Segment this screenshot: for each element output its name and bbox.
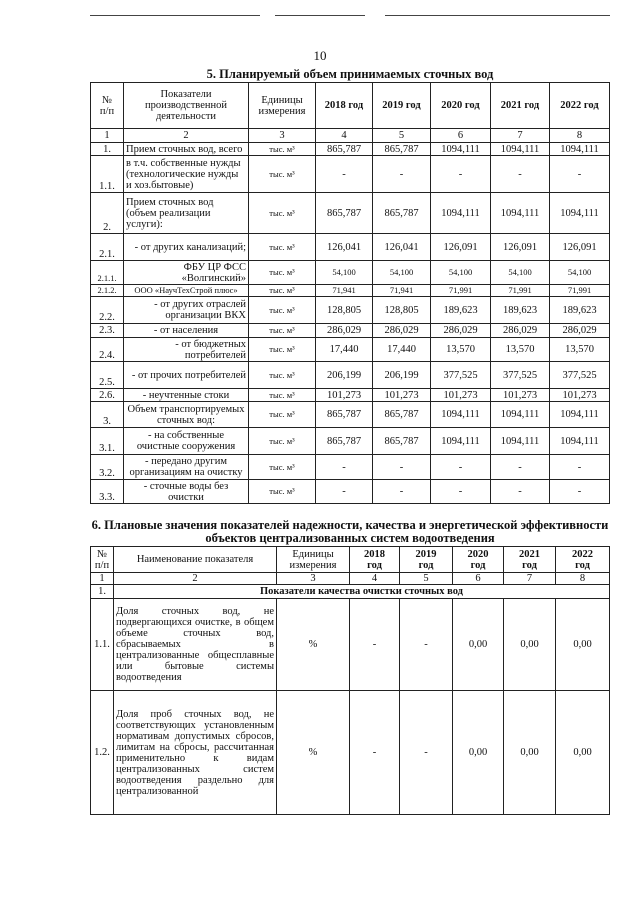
table-row	[91, 402, 610, 428]
row-value: 54,100	[316, 261, 373, 285]
top-rule-right	[385, 15, 610, 16]
row-name: - сточные воды без очистки	[124, 480, 249, 504]
row-unit: тыс. м³	[249, 143, 316, 156]
row-value: 286,029	[431, 324, 491, 338]
row-num: 2.1.2.	[91, 285, 124, 297]
row-value: -	[550, 156, 610, 193]
col-number: 2	[114, 573, 277, 585]
row-name: - от прочих потребителей	[124, 362, 249, 389]
table-row	[91, 599, 610, 691]
group-title: Показатели качества очистки сточных вод	[114, 585, 610, 599]
row-num: 3.2.	[91, 455, 124, 480]
col-number: 5	[400, 573, 453, 585]
row-value: 1094,111	[491, 402, 550, 428]
row-unit: тыс. м³	[249, 324, 316, 338]
row-value: 865,787	[316, 428, 373, 455]
table-row	[91, 285, 610, 297]
row-value: -	[431, 156, 491, 193]
table-row	[91, 234, 610, 261]
col-header-2018: 2018 год	[350, 547, 400, 573]
col-header-num: № п/п	[91, 83, 124, 129]
row-value: -	[373, 455, 431, 480]
row-value: 71,991	[431, 285, 491, 297]
row-name: ФБУ ЦР ФСС «Волгинский»	[124, 261, 249, 285]
row-unit: %	[277, 691, 350, 815]
row-unit: тыс. м³	[249, 156, 316, 193]
col-header-indicator: Наименование показателя	[114, 547, 277, 573]
row-value: -	[400, 599, 453, 691]
row-value: 286,029	[316, 324, 373, 338]
table-row	[91, 480, 610, 504]
row-value: 189,623	[491, 297, 550, 324]
col-header-2021: 2021 год	[491, 83, 550, 129]
row-num: 2.4.	[91, 338, 124, 362]
col-number: 8	[550, 129, 610, 143]
table-row	[91, 428, 610, 455]
row-value: 13,570	[491, 338, 550, 362]
col-header-num: № п/п	[91, 547, 114, 573]
row-value: 865,787	[373, 428, 431, 455]
row-value: 865,787	[373, 193, 431, 234]
col-number: 6	[431, 129, 491, 143]
table-header-row	[91, 547, 610, 573]
row-value: 865,787	[316, 193, 373, 234]
row-value: -	[373, 480, 431, 504]
planned-wastewater-table	[90, 82, 610, 504]
row-num: 2.1.	[91, 234, 124, 261]
row-value: -	[431, 455, 491, 480]
row-value: 286,029	[373, 324, 431, 338]
row-value: 101,273	[491, 389, 550, 402]
row-value: 1094,111	[491, 143, 550, 156]
row-value: 101,273	[431, 389, 491, 402]
row-value: 865,787	[373, 402, 431, 428]
row-num: 2.5.	[91, 362, 124, 389]
column-number-row	[91, 573, 610, 585]
row-value: 865,787	[316, 143, 373, 156]
col-number: 7	[504, 573, 556, 585]
column-number-row	[91, 129, 610, 143]
row-value: 128,805	[316, 297, 373, 324]
table-row	[91, 143, 610, 156]
col-number: 4	[316, 129, 373, 143]
table-row	[91, 455, 610, 480]
row-value: -	[400, 691, 453, 815]
row-unit: тыс. м³	[249, 285, 316, 297]
row-value: 1094,111	[550, 428, 610, 455]
row-value: 0,00	[453, 599, 504, 691]
row-value: 1094,111	[431, 193, 491, 234]
top-rule-middle	[275, 15, 365, 16]
row-value: 54,100	[373, 261, 431, 285]
page-number: 10	[313, 48, 327, 63]
row-unit: тыс. м³	[249, 402, 316, 428]
table-row	[91, 261, 610, 285]
row-value: -	[373, 156, 431, 193]
row-value: 71,941	[373, 285, 431, 297]
row-unit: тыс. м³	[249, 428, 316, 455]
row-value: -	[316, 156, 373, 193]
table-row	[91, 324, 610, 338]
row-value: 206,199	[373, 362, 431, 389]
col-header-indicator: Показатели производственной деятельности	[124, 83, 249, 129]
row-value: 0,00	[504, 691, 556, 815]
col-number: 8	[556, 573, 610, 585]
row-value: 128,805	[373, 297, 431, 324]
row-unit: тыс. м³	[249, 297, 316, 324]
row-value: 101,273	[550, 389, 610, 402]
col-number: 4	[350, 573, 400, 585]
row-unit: тыс. м³	[249, 455, 316, 480]
reliability-indicators-table	[90, 546, 610, 815]
row-value: 377,525	[491, 362, 550, 389]
row-value: 126,041	[373, 234, 431, 261]
row-num: 2.2.	[91, 297, 124, 324]
row-name: в т.ч. собственные нужды (технологические нужды и хоз.бытовые)	[124, 156, 249, 193]
row-value: 377,525	[550, 362, 610, 389]
row-unit: %	[277, 599, 350, 691]
row-value: 286,029	[491, 324, 550, 338]
row-value: 377,525	[431, 362, 491, 389]
row-value: 1094,111	[431, 402, 491, 428]
row-name: Прием сточных вод, всего	[124, 143, 249, 156]
row-value: 1094,111	[491, 428, 550, 455]
row-value: 126,091	[491, 234, 550, 261]
row-name: - неучтенные стоки	[124, 389, 249, 402]
row-num: 3.3.	[91, 480, 124, 504]
group-row	[91, 585, 610, 599]
row-num: 1.1.	[91, 156, 124, 193]
row-num: 3.1.	[91, 428, 124, 455]
row-name: Доля сточных вод, не подвергающихся очистке, в общем объеме сточных вод, сбрасываемых в централизованные общесплавные или бытовые системы водоотведения	[114, 599, 277, 691]
col-number: 3	[277, 573, 350, 585]
row-name: Доля проб сточных вод, не соответствующих установленным нормативам допустимых сбросов, лимитам на сбросы, рассчитанная применительно к видам централизованных систем водоотведения раздельно для централизованной	[114, 691, 277, 815]
row-value: 1094,111	[550, 193, 610, 234]
row-value: 1094,111	[491, 193, 550, 234]
col-number: 6	[453, 573, 504, 585]
table-row	[91, 156, 610, 193]
row-value: 865,787	[316, 402, 373, 428]
row-value: -	[491, 156, 550, 193]
top-rule-left	[90, 15, 260, 16]
row-name: - передано другим организациям на очистку	[124, 455, 249, 480]
row-value: -	[350, 691, 400, 815]
row-unit: тыс. м³	[249, 480, 316, 504]
col-number: 1	[91, 573, 114, 585]
row-value: 0,00	[504, 599, 556, 691]
section-5-title: 5. Планируемый объем принимаемых сточных вод	[206, 67, 494, 81]
row-unit: тыс. м³	[249, 362, 316, 389]
col-header-units: Единицы измерения	[277, 547, 350, 573]
row-value: 101,273	[373, 389, 431, 402]
table-row	[91, 338, 610, 362]
row-value: 17,440	[373, 338, 431, 362]
table-row	[91, 297, 610, 324]
col-header-2022: 2022 год	[556, 547, 610, 573]
row-value: 13,570	[550, 338, 610, 362]
row-value: 71,991	[491, 285, 550, 297]
row-value: -	[550, 480, 610, 504]
table-row	[91, 362, 610, 389]
row-value: 0,00	[453, 691, 504, 815]
row-num: 1.2.	[91, 691, 114, 815]
row-name: Прием сточных вод (объем реализации услуги):	[124, 193, 249, 234]
row-name: Объем транспортируемых сточных вод:	[124, 402, 249, 428]
row-name: - от других отраслей организации ВКХ	[124, 297, 249, 324]
row-name: - от других канализаций;	[124, 234, 249, 261]
row-value: 0,00	[556, 599, 610, 691]
row-value: 0,00	[556, 691, 610, 815]
col-header-2020: 2020 год	[453, 547, 504, 573]
section-6-title: 6. Плановые значения показателей надежности, качества и энергетической эффективности объектов централизованных систем водоотведения	[91, 518, 609, 545]
row-name: - от бюджетных потребителей	[124, 338, 249, 362]
row-value: -	[431, 480, 491, 504]
row-value: -	[550, 455, 610, 480]
row-num: 2.6.	[91, 389, 124, 402]
group-num: 1.	[91, 585, 114, 599]
col-header-2021: 2021 год	[504, 547, 556, 573]
row-name: - на собственные очистные сооружения	[124, 428, 249, 455]
row-value: 1094,111	[431, 143, 491, 156]
row-value: 101,273	[316, 389, 373, 402]
row-value: -	[491, 455, 550, 480]
row-num: 1.	[91, 143, 124, 156]
col-header-2020: 2020 год	[431, 83, 491, 129]
table-row	[91, 193, 610, 234]
col-header-2019: 2019 год	[373, 83, 431, 129]
col-header-2018: 2018 год	[316, 83, 373, 129]
col-number: 1	[91, 129, 124, 143]
table-row	[91, 691, 610, 815]
row-value: 126,041	[316, 234, 373, 261]
row-value: 71,991	[550, 285, 610, 297]
row-value: 189,623	[431, 297, 491, 324]
row-value: 13,570	[431, 338, 491, 362]
col-header-2019: 2019 год	[400, 547, 453, 573]
row-unit: тыс. м³	[249, 261, 316, 285]
row-value: 54,100	[550, 261, 610, 285]
row-value: 286,029	[550, 324, 610, 338]
row-unit: тыс. м³	[249, 234, 316, 261]
row-value: -	[316, 455, 373, 480]
row-value: 71,941	[316, 285, 373, 297]
row-value: 1094,111	[550, 402, 610, 428]
row-name: ООО «НаучТехСтрой плюс»	[124, 285, 249, 297]
row-value: 865,787	[373, 143, 431, 156]
row-value: -	[316, 480, 373, 504]
row-value: -	[491, 480, 550, 504]
row-num: 2.	[91, 193, 124, 234]
row-value: 189,623	[550, 297, 610, 324]
row-value: 54,100	[431, 261, 491, 285]
col-number: 7	[491, 129, 550, 143]
table-header-row	[91, 83, 610, 129]
row-value: 17,440	[316, 338, 373, 362]
row-num: 3.	[91, 402, 124, 428]
table-row	[91, 389, 610, 402]
row-value: -	[350, 599, 400, 691]
row-unit: тыс. м³	[249, 338, 316, 362]
row-value: 54,100	[491, 261, 550, 285]
col-number: 3	[249, 129, 316, 143]
row-num: 1.1.	[91, 599, 114, 691]
col-header-units: Единицы измерения	[249, 83, 316, 129]
row-num: 2.3.	[91, 324, 124, 338]
row-unit: тыс. м³	[249, 389, 316, 402]
row-value: 126,091	[431, 234, 491, 261]
col-header-2022: 2022 год	[550, 83, 610, 129]
row-name: - от населения	[124, 324, 249, 338]
col-number: 2	[124, 129, 249, 143]
row-value: 1094,111	[431, 428, 491, 455]
row-unit: тыс. м³	[249, 193, 316, 234]
row-value: 206,199	[316, 362, 373, 389]
row-num: 2.1.1.	[91, 261, 124, 285]
col-number: 5	[373, 129, 431, 143]
row-value: 126,091	[550, 234, 610, 261]
row-value: 1094,111	[550, 143, 610, 156]
